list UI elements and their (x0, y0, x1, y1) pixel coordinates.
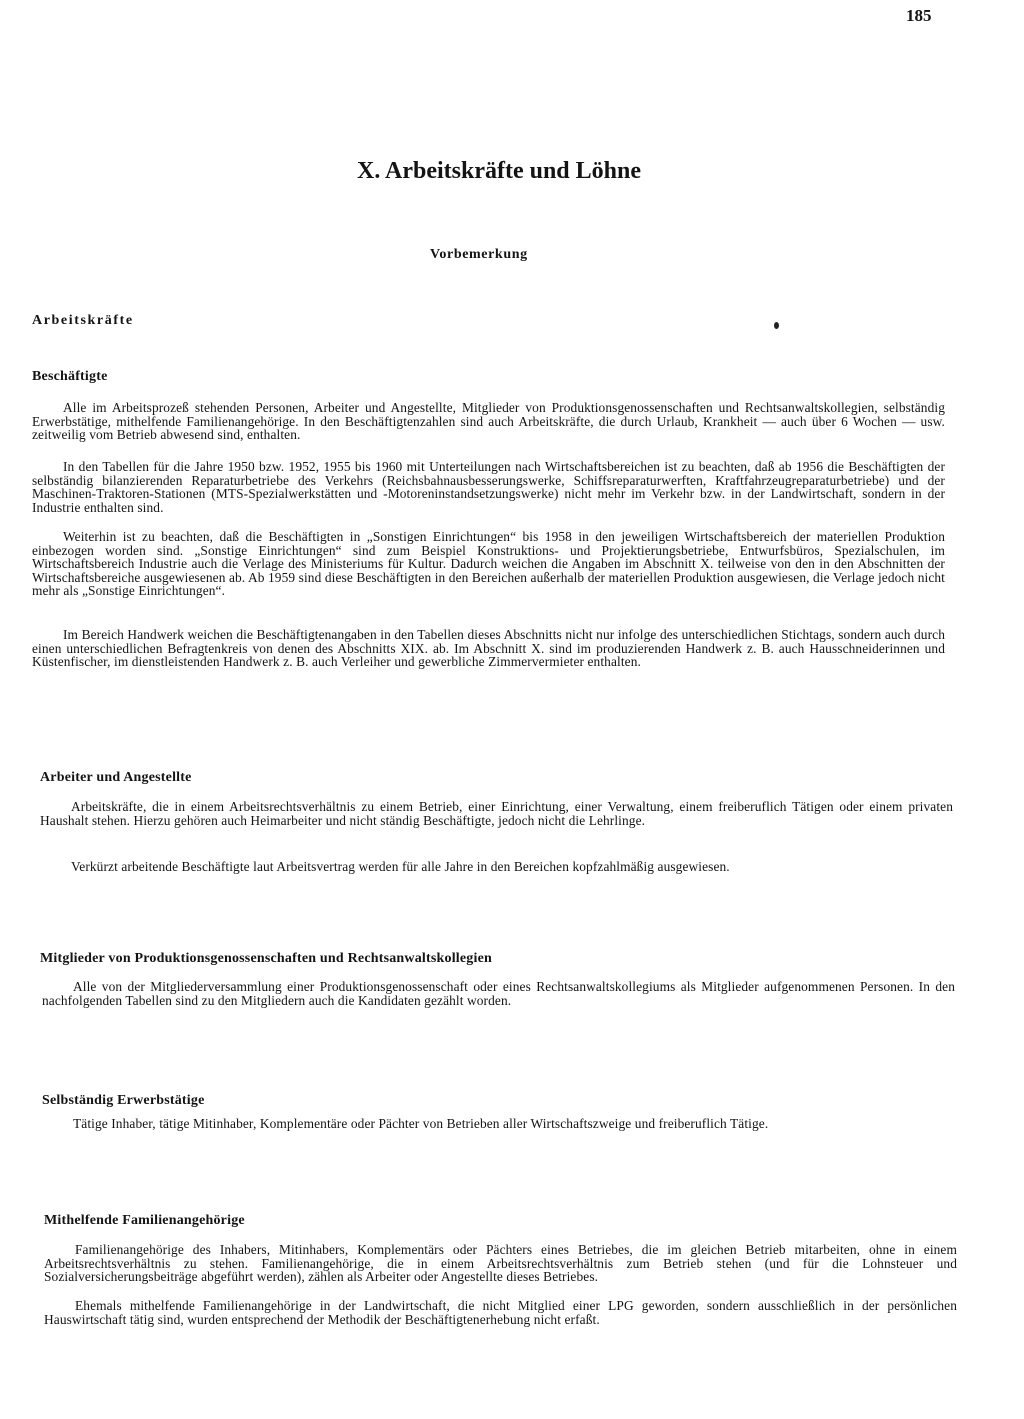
section-heading-arbeiter-und-angestellte: Arbeiter und Angestellte (40, 770, 192, 785)
paragraph: Verkürzt arbeitende Beschäftigte laut Arbeitsvertrag werden für alle Jahre in den Bereichen kopfzahlmäßig ausgewiesen. (71, 859, 730, 874)
chapter-title-text: X. Arbeitskräfte und Löhne (356, 158, 642, 184)
print-speck (774, 322, 779, 329)
paragraph: Familienangehörige des Inhabers, Mitinhabers, Komplementärs oder Pächters eines Betriebes, die im gleichen Betrieb mitarbeiten, ohne in einem Arbeitsrechtsverhältnis zu stehen. Familienangehörige, die in einem Arbeitsrechtsverhältnis zum Betrieb stehen (und für die Lohnsteuer und Sozialversicherungsbeiträge abgeführt werden), zählen als Arbeiter oder Angestellte dieses Betriebes. (44, 1242, 957, 1285)
section-heading-beschaeftigte: Beschäftigte (32, 369, 108, 384)
chapter-title (0, 158, 1024, 185)
section-heading-mitglieder: Mitglieder von Produktionsgenossenschaften und Rechtsanwaltskollegien (40, 951, 492, 966)
paragraph: Im Bereich Handwerk weichen die Beschäftigtenangaben in den Tabellen dieses Abschnitts nicht nur infolge des unterschiedlichen Stichtags, sondern auch durch einen unterschiedlichen Befragtenkreis von denen des Abschnitts XIX. ab. Im Abschnitt X. sind im produzierenden Handwerk z. B. auch Hausschneiderinnen und Küstenfischer, im dienstleistenden Handwerk z. B. auch Verleiher und gewerbliche Zimmervermieter enthalten. (32, 627, 945, 670)
paragraph: Weiterhin ist zu beachten, daß die Beschäftigten in „Sonstigen Einrichtungen“ bis 1958 in den jeweiligen Wirtschaftsbereich der materiellen Produktion einbezogen worden sind. „Sonstige Einrichtungen“ sind zum Beispiel Konstruktions- und Projektierungsbetriebe, Entwurfsbüros, Spezialschulen, im Wirtschaftsbereich Industrie auch die Verlage des Ministeriums für Kultur. Dadurch weichen die Angaben im Abschnitt X. teilweise von den in den Abschnitten der Wirtschaftsbereiche ausgewiesenen ab. Ab 1959 sind diese Beschäftigten in den Bereichen außerhalb der materiellen Produktion ausgewiesen, die Verlage jedoch nicht mehr als „Sonstige Einrichtungen“. (32, 529, 945, 599)
section-heading-mithelfende-familienangehoerige: Mithelfende Familienangehörige (44, 1213, 245, 1228)
part-heading: Arbeitskräfte (32, 313, 134, 328)
preface-heading: Vorbemerkung (430, 247, 528, 262)
paragraph: Alle im Arbeitsprozeß stehenden Personen, Arbeiter und Angestellte, Mitglieder von Produktionsgenossenschaften und Rechtsanwaltskollegien, selbständig Erwerbstätige, mithelfende Familienangehörige. In den Beschäftigtenzahlen sind auch Arbeitskräfte, die durch Urlaub, Krankheit — auch über 6 Wochen — usw. zeitweilig vom Betrieb abwesend sind, enthalten. (32, 400, 945, 443)
paragraph: Arbeitskräfte, die in einem Arbeitsrechtsverhältnis zu einem Betrieb, einer Einrichtung, einer Verwaltung, einem freiberuflich Tätigen oder einem privaten Haushalt stehen. Hierzu gehören auch Heimarbeiter und nicht ständig Beschäftigte, jedoch nicht die Lehrlinge. (40, 799, 953, 828)
paragraph: In den Tabellen für die Jahre 1950 bzw. 1952, 1955 bis 1960 mit Unterteilungen nach Wirtschaftsbereichen ist zu beachten, daß ab 1956 die Beschäftigten der selbständig bilanzierenden Reparaturbetriebe des Verkehrs (Reichsbahnausbesserungswerke, Schiffsreparaturwerften, Kraftfahrzeugreparaturbetriebe) und der Maschinen-Traktoren-Stationen (MTS-Spezialwerkstätten und -Motoreninstandsetzungswerke) nicht mehr im Verkehr bzw. in der Landwirtschaft, sondern in der Industrie enthalten sind. (32, 459, 945, 515)
paragraph: Alle von der Mitgliederversammlung einer Produktionsgenossenschaft oder eines Rechtsanwaltskollegiums als Mitglieder aufgenommenen Personen. In den nachfolgenden Tabellen sind zu den Mitgliedern auch die Kandidaten gezählt worden. (42, 979, 955, 1008)
paragraph: Tätige Inhaber, tätige Mitinhaber, Komplementäre oder Pächter von Betrieben aller Wirtschaftszweige und freiberuflich Tätige. (73, 1116, 769, 1131)
page-number: 185 (906, 6, 932, 25)
section-heading-selbstaendig-erwerbstaetige: Selbständig Erwerbstätige (42, 1093, 205, 1108)
paragraph: Ehemals mithelfende Familienangehörige in der Landwirtschaft, die nicht Mitglied einer LPG geworden, sondern ausschließlich in der persönlichen Hauswirtschaft tätig sind, wurden entsprechend der Methodik der Beschäftigtenerhebung nicht erfaßt. (44, 1298, 957, 1327)
